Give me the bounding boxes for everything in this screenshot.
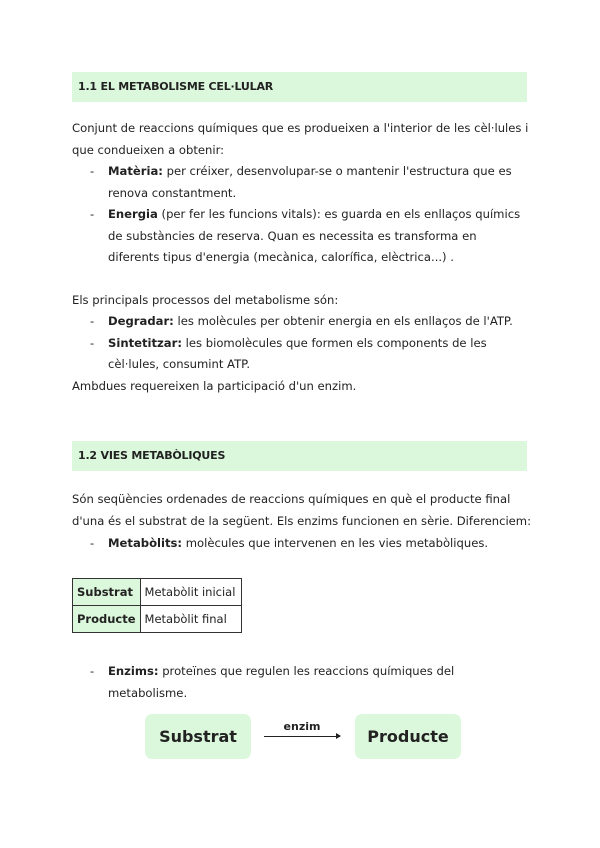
description: les molècules per obtenir energia en els enllaços de l'ATP. xyxy=(173,314,513,328)
list-item xyxy=(90,533,530,555)
closing-sentence: Ambdues requereixen la participació d'un enzim. xyxy=(72,379,357,393)
table-value: Metabòlit inicial xyxy=(140,579,241,606)
pathways-intro: Són seqüències ordenades de reaccions químiques en què el producte final d'una és el substrat de la següent. Els enzims funcionen en sèrie. Diferenciem: xyxy=(72,492,532,528)
dash: - xyxy=(90,314,95,328)
dash: - xyxy=(90,164,95,178)
description: molècules que intervenen en les vies metabòliques. xyxy=(182,536,489,550)
dash: - xyxy=(90,207,95,221)
description: proteïnes que regulen les reaccions químiques del metabolisme. xyxy=(108,664,455,700)
dash: - xyxy=(90,664,95,678)
metabolites-list xyxy=(90,533,530,555)
term: Energia xyxy=(108,207,158,221)
table-key: Producte xyxy=(73,606,141,633)
table-key: Substrat xyxy=(73,579,141,606)
enzymes-list xyxy=(90,661,530,704)
processes-list xyxy=(90,311,530,376)
substrate-box: Substrat xyxy=(145,714,251,759)
list-item xyxy=(90,311,530,333)
enzyme-label: enzim xyxy=(283,720,321,733)
term: Matèria: xyxy=(108,164,163,178)
list-item xyxy=(90,661,530,704)
list-item xyxy=(90,333,530,376)
arrow-line xyxy=(264,736,340,737)
description: (per fer les funcions vitals): es guarda en els enllaços químics de substàncies de reserva. Quan es necessita es transforma en diferents tipus d'energia (mecànica, calorífica, elèctrica...) . xyxy=(108,207,521,264)
term: Sintetitzar: xyxy=(108,335,182,350)
term: Metabòlits: xyxy=(108,536,183,550)
table-row xyxy=(73,579,242,606)
processes-intro: Els principals processos del metabolisme són: xyxy=(72,293,339,307)
term: Enzims: xyxy=(108,664,159,678)
metabolism-intro: Conjunt de reaccions químiques que es produeixen a l'interior de les cèl·lules i que condueixen a obtenir: xyxy=(72,121,529,157)
description: per créixer, desenvolupar-se o mantenir l'estructura que es renova constantment. xyxy=(108,164,512,200)
arrow-right-icon xyxy=(336,733,341,739)
dash: - xyxy=(90,335,95,350)
term: Degradar: xyxy=(108,314,174,328)
section-heading-metabolism: 1.1 EL METABOLISME CEL·LULAR xyxy=(72,72,527,102)
dash: - xyxy=(90,536,95,550)
substrate-product-table xyxy=(72,578,242,633)
product-box: Producte xyxy=(355,714,461,759)
metabolism-goals-list xyxy=(90,161,530,269)
list-item xyxy=(90,204,530,269)
section-heading-pathways: 1.2 VIES METABÒLIQUES xyxy=(72,441,527,471)
list-item xyxy=(90,161,530,204)
table-row xyxy=(73,606,242,633)
description: les biomolècules que formen els components de les cèl·lules, consumint ATP. xyxy=(108,335,487,371)
table-value: Metabòlit final xyxy=(140,606,241,633)
